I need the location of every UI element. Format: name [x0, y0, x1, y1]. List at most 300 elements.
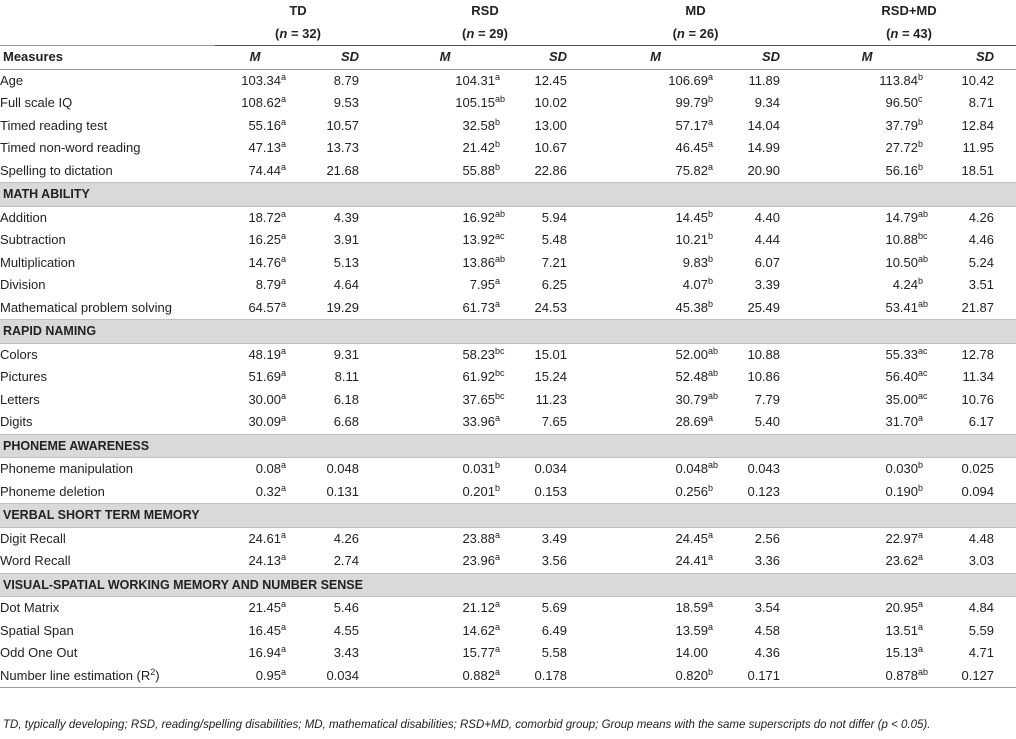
mean-cell: 15.77$^a$	[462, 644, 501, 660]
table-row	[0, 69, 1016, 92]
mean-cell: 96.50$^c$	[885, 94, 923, 110]
mean-cell: 24.13$^a$	[248, 552, 287, 568]
measure-name: Number line estimation (R	[0, 667, 151, 683]
measure-name: Spatial Span	[0, 622, 74, 638]
mean-value: 45.38	[675, 299, 709, 315]
mean-value: 99.79	[675, 95, 709, 110]
table-row	[0, 206, 1016, 229]
sd-cell: 19.29	[326, 299, 359, 315]
mean-value: 15.13	[885, 645, 919, 660]
group-name: MD	[685, 3, 706, 18]
mean-cell: 57.17$^a$	[675, 116, 714, 133]
measure-name: Multiplication	[0, 254, 76, 270]
section-header-row	[0, 183, 1016, 207]
mean-cell: 23.96$^a$	[462, 552, 501, 568]
mean-value: 57.17	[675, 117, 709, 133]
sd-cell: 10.86	[747, 369, 781, 384]
label-suffix: )	[155, 667, 160, 683]
mean-cell: 0.190$^b$	[885, 482, 924, 499]
mean-value: 61.73	[462, 299, 495, 315]
measure-label	[0, 366, 215, 389]
mean-cell: 0.048$^{ab}$	[675, 460, 719, 476]
sd-cell: 4.39	[333, 209, 359, 225]
section-header-row	[0, 504, 1016, 528]
sd-cell: 7.21	[541, 254, 568, 270]
section-header-row	[0, 573, 1016, 597]
sd-cell: 13.73	[326, 140, 359, 155]
sd-header: SD	[722, 46, 802, 70]
table-row	[0, 137, 1016, 160]
mean-cell: 61.73$^a$	[462, 298, 501, 315]
mean-value: 0.190	[885, 483, 919, 499]
mean-value: 96.50	[885, 95, 919, 110]
mean-value: 106.69	[668, 72, 709, 88]
measure-name: Pictures	[0, 369, 47, 384]
group-n: (n = 32)	[275, 25, 321, 41]
mean-value: 16.92	[462, 209, 495, 225]
mean-value: 10.21	[675, 232, 709, 247]
mean-cell: 55.16$^a$	[248, 116, 287, 133]
table-row	[0, 229, 1016, 252]
mean-cell: 23.88$^a$	[462, 529, 501, 546]
group-name: TD	[289, 3, 307, 18]
measure-label	[0, 92, 215, 115]
section-title: PHONEME AWARENESS	[0, 434, 1016, 458]
mean-value: 0.030	[885, 461, 919, 476]
mean-value: 24.13	[248, 553, 281, 568]
sd-cell: 12.78	[961, 346, 995, 362]
sd-cell: 5.59	[968, 622, 995, 638]
measure-name: Word Recall	[0, 553, 71, 568]
sd-cell: 8.79	[333, 72, 359, 88]
measure-label	[0, 642, 215, 665]
mean-cell: 10.88$^{bc}$	[885, 231, 928, 247]
mean-value: 28.69	[675, 414, 709, 429]
measure-label	[0, 343, 215, 366]
sd-cell: 20.90	[747, 162, 781, 178]
sd-cell: 21.68	[326, 162, 359, 178]
mean-value: 0.256	[675, 483, 709, 499]
mean-value: 16.45	[248, 622, 281, 638]
mean-value: 14.79	[885, 209, 919, 225]
sd-cell: 5.24	[968, 254, 995, 270]
table-row	[0, 665, 1016, 688]
mean-cell: 30.00$^a$	[248, 390, 287, 407]
sd-cell: 0.025	[961, 461, 995, 476]
mean-cell: 28.69$^a$	[675, 413, 714, 429]
group-n: (n = 26)	[672, 25, 719, 41]
mean-header: M	[589, 46, 722, 70]
column-header-row	[0, 46, 1016, 70]
sd-cell: 6.25	[541, 277, 568, 292]
sd-cell: 4.36	[754, 645, 781, 660]
sd-cell: 3.03	[968, 553, 995, 568]
mean-value: 0.08	[255, 461, 281, 476]
sd-cell: 24.53	[534, 299, 568, 315]
mean-cell: 0.820$^b$	[589, 665, 722, 688]
mean-cell: 0.878$^{ab}$	[802, 665, 932, 688]
table-row	[0, 481, 1016, 504]
mean-value: 9.83	[682, 254, 709, 270]
measure-name: Dot Matrix	[0, 600, 60, 615]
n-value: = 29)	[474, 25, 508, 41]
sd-cell: 11.89	[748, 72, 781, 88]
sd-cell: 0.127	[932, 665, 1016, 688]
mean-cell: 105.15$^{ab}$	[455, 94, 506, 110]
mean-cell: 18.72$^a$	[248, 208, 287, 225]
measure-name: Phoneme manipulation	[0, 461, 133, 476]
mean-cell: 21.12$^a$	[462, 599, 501, 615]
sd-cell: 5.48	[541, 232, 568, 247]
sd-cell: 4.58	[754, 622, 781, 638]
table-footnote: TD, typically developing; RSD, reading/spelling disabilities; MD, mathematical disabilities; RSD+MD, comorbid group; Group means with the same superscripts do not differ (p < 0.05).	[3, 719, 931, 731]
sd-cell: 11.34	[962, 369, 995, 384]
mean-cell: 0.030$^b$	[885, 460, 924, 476]
measure-label	[0, 620, 215, 643]
table-row	[0, 252, 1016, 275]
mean-cell: 16.92$^{ab}$	[462, 208, 506, 225]
mean-cell: 30.09$^a$	[248, 413, 287, 429]
n-symbol: n	[890, 25, 899, 41]
mean-cell: 21.45$^a$	[248, 599, 287, 615]
sd-cell: 4.48	[968, 530, 995, 546]
mean-cell: 58.23$^{bc}$	[462, 345, 505, 362]
mean-value: 53.41	[885, 299, 919, 315]
mean-cell: 35.00$^{ac}$	[885, 390, 928, 407]
measure-label	[0, 297, 215, 320]
mean-cell: 13.51$^a$	[885, 621, 924, 638]
measure-label	[0, 458, 215, 481]
sd-cell: 4.44	[754, 232, 781, 247]
mean-cell: 56.40$^{ac}$	[885, 368, 928, 384]
mean-header: M	[381, 46, 509, 70]
mean-value: 23.62	[885, 553, 919, 568]
mean-value: 55.88	[462, 162, 495, 178]
sd-cell: 4.46	[968, 232, 995, 247]
mean-value: 52.00	[675, 346, 709, 362]
group-name: RSD+MD	[881, 3, 937, 18]
mean-cell: 51.69$^a$	[248, 368, 287, 384]
group-n: (n = 29)	[462, 25, 508, 41]
mean-cell: 108.62$^a$	[241, 94, 287, 110]
mean-value: 48.19	[248, 346, 281, 362]
sd-cell: 8.71	[968, 95, 995, 110]
sd-cell: 3.56	[541, 553, 568, 568]
blank-cell	[0, 0, 215, 23]
mean-cell: 14.62$^a$	[462, 621, 501, 638]
mean-value: 74.44	[248, 162, 281, 178]
mean-value: 35.00	[885, 391, 919, 407]
mean-cell: 7.95$^a$	[469, 276, 501, 292]
mean-cell: 37.65$^{bc}$	[462, 390, 505, 407]
mean-value: 113.84	[879, 72, 919, 88]
mean-cell: 75.82$^a$	[675, 161, 714, 178]
mean-cell: 48.19$^a$	[248, 345, 287, 362]
mean-value: 0.820	[675, 667, 709, 683]
section-title: VISUAL-SPATIAL WORKING MEMORY AND NUMBER SENSE	[0, 573, 1016, 597]
table-row	[0, 411, 1016, 434]
mean-cell: 53.41$^{ab}$	[885, 298, 929, 315]
blank-cell	[0, 23, 215, 46]
sd-cell: 4.40	[754, 209, 781, 225]
measure-label	[0, 411, 215, 434]
mean-value: 0.882	[462, 667, 495, 683]
mean-value: 16.94	[248, 645, 281, 660]
mean-cell: 8.79$^a$	[255, 276, 287, 292]
n-value: = 32)	[287, 25, 321, 41]
mean-value: 37.65	[462, 391, 495, 407]
mean-value: 14.62	[462, 622, 495, 638]
mean-value: 108.62	[241, 95, 281, 110]
sd-cell: 3.39	[754, 277, 781, 292]
sd-cell: 12.84	[961, 117, 995, 133]
sd-cell: 14.04	[747, 117, 781, 133]
mean-value: 21.45	[248, 600, 281, 615]
mean-value: 55.16	[248, 117, 281, 133]
mean-cell: 103.34$^a$	[241, 71, 287, 88]
mean-cell: 0.32$^a$	[255, 482, 287, 499]
sd-cell: 10.42	[961, 72, 995, 88]
mean-cell: 47.13$^a$	[248, 139, 287, 155]
measure-label	[0, 69, 215, 92]
mean-value: 14.45	[675, 209, 709, 225]
sd-header: SD	[932, 46, 1016, 70]
sd-cell: 5.46	[333, 600, 359, 615]
mean-value: 0.32	[255, 483, 281, 499]
sd-cell: 5.13	[333, 254, 359, 270]
sd-cell: 15.24	[534, 369, 568, 384]
sd-cell: 2.56	[754, 530, 781, 546]
mean-cell: 0.882$^a$	[381, 665, 509, 688]
sd-cell: 25.49	[747, 299, 781, 315]
mean-cell: 0.95$^a$	[215, 665, 295, 688]
sd-cell: 0.153	[534, 483, 568, 499]
mean-cell: 18.59$^a$	[675, 599, 714, 615]
mean-cell: 16.94$^a$	[248, 644, 287, 660]
mean-header: M	[802, 46, 932, 70]
mean-value: 56.40	[885, 369, 919, 384]
mean-cell: 9.83$^b$	[682, 253, 714, 270]
mean-value: 4.07	[682, 277, 709, 292]
mean-value: 30.79	[675, 391, 709, 407]
sd-cell: 0.171	[722, 665, 802, 688]
table-row	[0, 274, 1016, 297]
measure-name: Timed non-word reading	[0, 140, 141, 155]
mean-value: 13.51	[885, 622, 919, 638]
section-title: MATH ABILITY	[0, 183, 1016, 207]
table-row	[0, 115, 1016, 138]
sd-cell: 5.69	[541, 600, 568, 615]
mean-value: 52.48	[675, 369, 709, 384]
measures-header: Measures	[0, 46, 215, 70]
table-row	[0, 550, 1016, 573]
mean-cell: 13.59$^a$	[675, 621, 714, 638]
mean-value: 4.24	[892, 277, 919, 292]
mean-value: 30.00	[248, 391, 281, 407]
n-symbol: n	[676, 25, 685, 41]
mean-header: M	[215, 46, 295, 70]
mean-cell: 45.38$^b$	[675, 298, 714, 315]
mean-value: 23.88	[462, 530, 495, 546]
mean-value: 16.25	[248, 232, 281, 247]
table-row	[0, 92, 1016, 115]
measure-name: Spelling to dictation	[0, 162, 113, 178]
mean-value: 75.82	[675, 162, 709, 178]
mean-cell: 4.07$^b$	[682, 276, 714, 292]
mean-cell: 52.00$^{ab}$	[675, 345, 719, 362]
mean-value: 33.96	[462, 414, 495, 429]
measure-label	[0, 137, 215, 160]
sd-cell: 3.54	[754, 600, 781, 615]
section-title: RAPID NAMING	[0, 320, 1016, 344]
sd-cell: 10.57	[326, 117, 359, 133]
measure-name: Phoneme deletion	[0, 483, 105, 499]
sd-cell: 4.64	[333, 277, 359, 292]
sd-cell: 9.34	[754, 95, 781, 110]
measure-label	[0, 527, 215, 550]
mean-cell: 46.45$^a$	[675, 139, 714, 155]
mean-cell: 74.44$^a$	[248, 161, 287, 178]
sd-cell: 6.07	[754, 254, 781, 270]
sd-cell: 4.55	[333, 622, 359, 638]
sd-header: SD	[295, 46, 381, 70]
mean-cell: 24.41$^a$	[675, 552, 714, 568]
table-row	[0, 366, 1016, 389]
mean-value: 8.79	[255, 277, 281, 292]
measure-label	[0, 160, 215, 183]
mean-cell: 22.97$^a$	[885, 529, 924, 546]
group-name: RSD	[471, 3, 499, 18]
mean-value: 10.88	[885, 232, 919, 247]
mean-cell: 16.45$^a$	[248, 621, 287, 638]
sd-cell: 15.01	[534, 346, 568, 362]
n-symbol: n	[466, 25, 475, 41]
mean-cell: 52.48$^{ab}$	[675, 368, 719, 384]
measure-label	[0, 229, 215, 252]
mean-value: 13.86	[462, 254, 495, 270]
mean-value: 46.45	[675, 140, 709, 155]
sd-cell: 11.95	[962, 140, 995, 155]
mean-value: 56.16	[885, 162, 919, 178]
mean-value: 0.95	[255, 667, 281, 683]
section-title: VERBAL SHORT TERM MEMORY	[0, 504, 1016, 528]
mean-cell: 0.031$^b$	[462, 460, 501, 476]
sd-cell: 7.79	[754, 391, 781, 407]
sd-cell: 0.178	[509, 665, 589, 688]
sd-cell: 4.26	[333, 530, 359, 546]
mean-cell: 37.79$^b$	[885, 116, 924, 133]
mean-cell: 15.13$^a$	[885, 644, 924, 660]
sd-cell: 6.17	[968, 414, 995, 429]
sd-cell: 5.94	[541, 209, 568, 225]
mean-cell: 20.95$^a$	[885, 599, 924, 615]
sd-cell: 0.048	[326, 461, 359, 476]
sd-cell: 0.131	[326, 483, 359, 499]
sd-cell: 4.26	[968, 209, 995, 225]
measure-name: Digit Recall	[0, 530, 66, 546]
mean-value: 64.57	[248, 299, 281, 315]
measure-name: Mathematical problem solving	[0, 299, 172, 315]
measure-name: Subtraction	[0, 232, 66, 247]
measure-label	[0, 665, 215, 688]
mean-cell: 33.96$^a$	[462, 413, 501, 429]
table-row	[0, 642, 1016, 665]
mean-cell: 23.62$^a$	[885, 552, 924, 568]
measure-name: Addition	[0, 209, 47, 225]
mean-value: 0.048	[675, 461, 709, 476]
mean-cell: 14.79$^{ab}$	[885, 208, 929, 225]
measure-name: Timed reading test	[0, 117, 108, 133]
mean-cell: 14.45$^b$	[675, 208, 714, 225]
mean-value: 47.13	[248, 140, 281, 155]
measure-label	[0, 597, 215, 620]
measure-name: Odd One Out	[0, 645, 78, 660]
mean-cell: 0.201$^b$	[462, 482, 501, 499]
sd-cell: 3.51	[968, 277, 995, 292]
measure-label	[0, 550, 215, 573]
mean-value: 27.72	[885, 140, 919, 155]
mean-cell: 13.92$^{ac}$	[462, 231, 505, 247]
mean-cell: 21.42$^b$	[462, 139, 501, 155]
table-row	[0, 458, 1016, 481]
mean-value: 15.77	[462, 645, 495, 660]
mean-value: 0.201	[462, 483, 495, 499]
group-n-row	[0, 23, 1016, 46]
mean-cell: 55.33$^{ac}$	[885, 345, 928, 362]
measure-label	[0, 389, 215, 412]
group-n: (n = 43)	[886, 25, 932, 41]
mean-value: 24.41	[675, 553, 709, 568]
mean-value: 37.79	[885, 117, 919, 133]
measure-name: Full scale IQ	[0, 95, 73, 110]
mean-value: 14.76	[248, 254, 281, 270]
sd-cell: 0.034	[295, 665, 381, 688]
measure-label	[0, 481, 215, 504]
label-superscript: 2	[150, 666, 156, 677]
mean-cell: 16.25$^a$	[248, 231, 287, 247]
mean-cell: 0.256$^b$	[675, 482, 714, 499]
mean-cell	[589, 642, 722, 665]
mean-value: 23.96	[462, 553, 495, 568]
table-row	[0, 343, 1016, 366]
mean-cell: 24.61$^a$	[248, 529, 287, 546]
measure-name: Colors	[0, 346, 38, 362]
table-row	[0, 597, 1016, 620]
table-row	[0, 620, 1016, 643]
mean-value: 0.031	[462, 461, 495, 476]
sd-cell: 11.23	[535, 391, 568, 407]
mean-value: 10.50	[885, 254, 919, 270]
mean-value: 104.31	[455, 72, 495, 88]
sd-cell: 5.40	[754, 414, 781, 429]
sd-cell: 6.49	[541, 622, 568, 638]
mean-value: 22.97	[885, 530, 919, 546]
mean-value: 105.15	[455, 95, 495, 110]
mean-value: 0.878	[885, 667, 919, 683]
table-row	[0, 527, 1016, 550]
sd-cell: 13.00	[534, 117, 568, 133]
mean-value: 21.12	[462, 600, 495, 615]
mean-cell: 106.69$^a$	[668, 71, 714, 88]
sd-header: SD	[509, 46, 589, 70]
sd-cell: 18.51	[961, 162, 995, 178]
sd-cell: 0.123	[747, 483, 781, 499]
mean-value: 18.72	[248, 209, 281, 225]
sd-cell: 3.49	[541, 530, 568, 546]
mean-value: 58.23	[462, 346, 495, 362]
mean-value: 18.59	[675, 600, 709, 615]
mean-value: 24.61	[248, 530, 281, 546]
